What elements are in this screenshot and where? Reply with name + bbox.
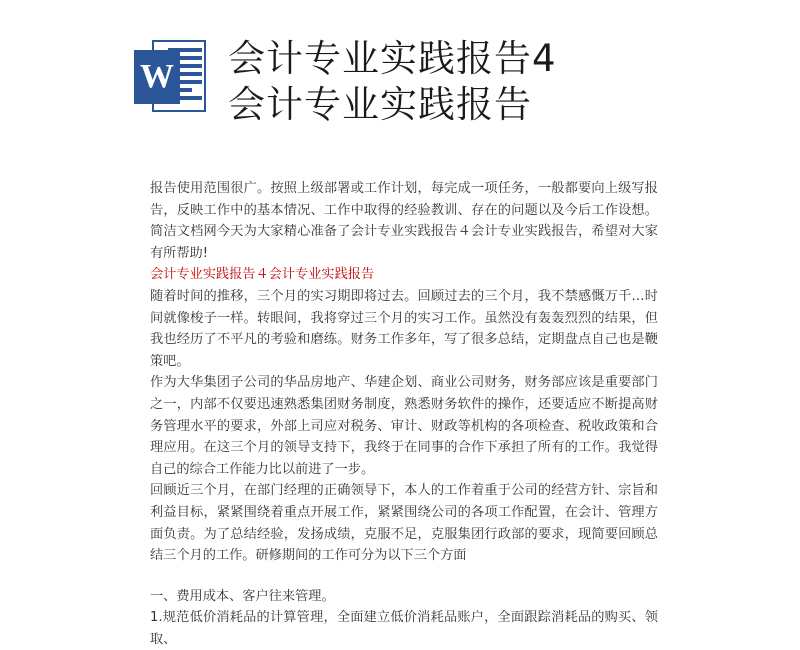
page-title-line-2: 会计专业实践报告 (228, 83, 532, 126)
paragraph: 作为大华集团子公司的华品房地产、华建企划、商业公司财务，财务部应该是重要部门之一，内部不仅要迅速熟悉集团财务制度，熟悉财务软件的操作，还要适应不断提高财务管理水平的要求，外部上司应对税务、审计、财政等机构的各项检查、税收政策和合理应用。在这三个月的领导支持下，我终于在同事的合作下承担了所有的工作。我觉得自己的综合工作能力比以前进了一步。 (150, 375, 658, 477)
paragraph: 随着时间的推移，三个月的实习期即将过去。回顾过去的三个月，我不禁感慨万千…时间就像梭子一样。转眼间，我将穿过三个月的实习工作。虽然没有轰轰烈烈的结果，但我也经历了不平凡的考验和磨练。财务工作多年，写了很多总结，定期盘点自己也是鞭策吧。 (150, 288, 658, 369)
page-title-line-1: 会计专业实践报告4 (228, 37, 557, 80)
paragraph: 回顾近三个月，在部门经理的正确领导下，本人的工作着重于公司的经营方针、宗旨和利益目标，紧紧围绕着重点开展工作，紧紧围绕公司的各项工作配置，在会计、管理方面负责。为了总结经验，发扬成绩，克服不足，克服集团行政部的要求，现简要回顾总结三个月的工作。研修期间的工作可分为以下三个方面 (150, 483, 658, 564)
document-header (0, 0, 800, 152)
paragraph: 报告使用范围很广。按照上级部署或工作计划，每完成一项任务，一般都要向上级写报告，反映工作中的基本情况、工作中取得的经验教训、存在的问题以及今后工作设想。简洁文档网今天为大家精心准备了会计专业实践报告４会计专业实践报告，希望对大家有所帮助! (150, 181, 658, 261)
paragraph: 1.规范低价消耗品的计算管理，全面建立低价消耗品账户，全面跟踪消耗品的购买、领取、 (150, 610, 658, 647)
paragraph-highlighted: 会计专业实践报告４会计专业实践报告 (150, 267, 375, 283)
document-body (150, 178, 658, 650)
word-letter-badge: W (134, 50, 180, 104)
word-document-icon (134, 40, 206, 112)
paragraph-section-heading: 一、费用成本、客户往来管理。 (150, 588, 335, 604)
page-title (228, 36, 557, 128)
